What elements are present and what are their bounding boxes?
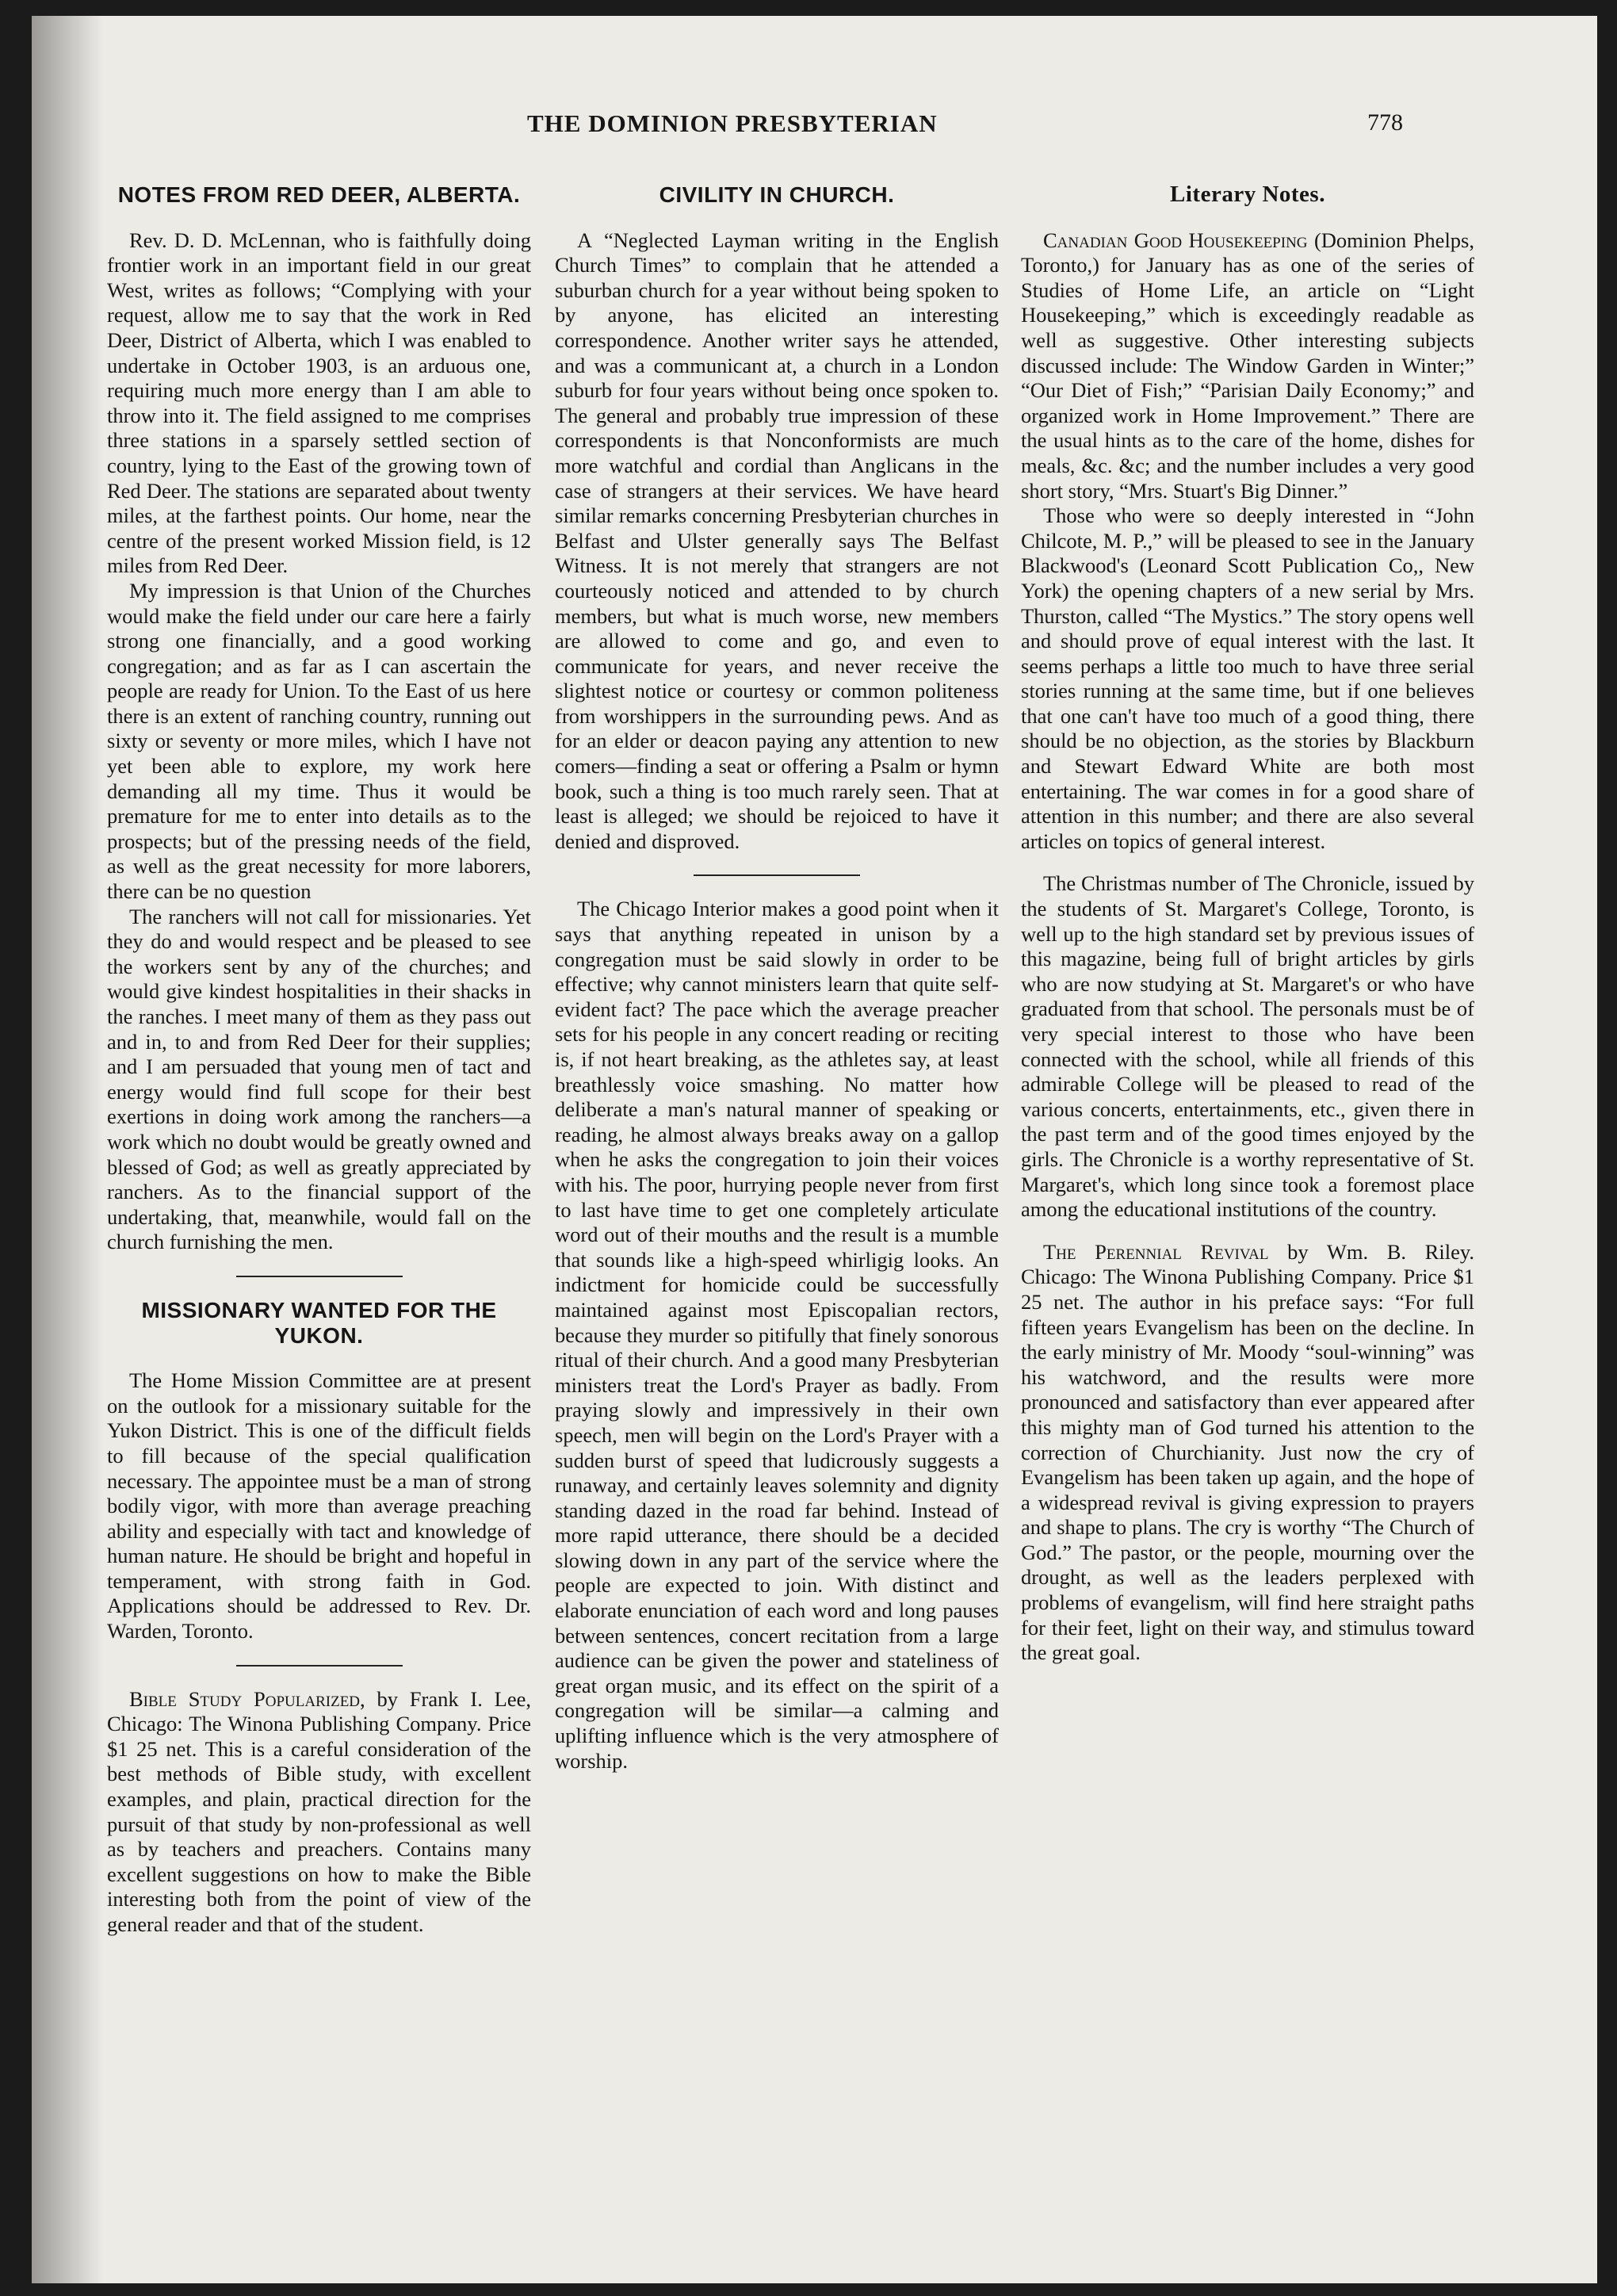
book-notice-text: by Frank I. Lee, Chicago: The Winona Publishing Company. Price $1 25 net. This is a careful consideration of the best methods of Bible study, with excellent examples, and plain, practical direction for the pursuit of that study by non-professional as well as by teachers and preachers. Contains many excellent suggestions on how to make the Bible interesting both from the point of view of the general reader and that of the student. xyxy=(107,1686,531,1936)
page-number: 778 xyxy=(1367,109,1403,136)
article-paragraph: Rev. D. D. McLennan, who is faithfully doing frontier work in an important field in our great West, writes as follows; “Complying with your request, allow me to say that the work in Red Deer, District of Alberta, which I was enabled to undertake in October 1903, is an arduous one, requiring much more energy than I am able to throw into it. The field assigned to me comprises three stations in a sparsely settled section of country, lying to the East of the growing town of Red Deer. The stations are separated about twenty miles, at the farthest points. Our home, near the centre of the present worked Mission field, is 12 miles from Red Deer. xyxy=(107,228,531,578)
book-notice xyxy=(107,1687,531,1938)
article-heading-yukon: MISSIONARY WANTED FOR THE YUKON. xyxy=(141,1297,497,1348)
article-paragraph: The Home Mission Committee are at present on the outlook for a missionary suitable for the Yukon District. This is one of the difficult fields to fill because of the special qualification necessary. The appointee must be a man of strong bodily vigor, with more than average preaching ability and especially with tact and knowledge of human nature. He should be bright and hopeful in temperament, with strong faith in God. Applications should be addressed to Rev. Dr. Warden, Toronto. xyxy=(107,1368,531,1644)
paragraph-gap xyxy=(1021,854,1474,871)
literary-note-text: (Dominion Phelps, Toronto,) for January has as one of the series of Studies of Home Life, an article on “Light Housekeeping,” which is exceedingly readable as well as suggestive. Other interesting subjects discussed include: The Window Garden in Winter;” “Our Diet of Fish;” “Parisian Daily Economy;” and organized work in Home Improvement.” There are the usual hints as to the care of the home, dishes for meals, &c. &c; and the number includes a very good short story, “Mrs. Stuart's Big Dinner.” xyxy=(1021,228,1474,503)
literary-note: The Christmas number of The Chronicle, issued by the students of St. Margaret's College, Toronto, is well up to the high standard set by previous issues of this magazine, being full of bright articles by girls who are now studying at St. Margaret's or who have graduated from that school. The personals must be of very special interest to those who have been connected with the school, while all friends of this admirable College will be pleased to read of the various concerts, entertainments, etc., given there in the past term and of the good times enjoyed by the girls. The Chronicle is a worthy representative of St. Margaret's, which long since took a foremost place among the educational institutions of the country. xyxy=(1021,871,1474,1222)
literary-note xyxy=(1021,228,1474,504)
section-divider xyxy=(694,874,860,876)
book-title: Bible Study Popularized, xyxy=(129,1686,365,1711)
column-middle xyxy=(555,182,999,1774)
article-paragraph: A “Neglected Layman writing in the English Church Times” to complain that he attended a suburban church for a year without being spoken to by anyone, has elicited an interesting correspondence. Another writer says he attended, and was a communicant at, a church in a London suburb for four years without being once spoken to. The general and probably true impression of these correspondents is that Nonconformists are much more watchful and cordial than Anglicans in the case of strangers at their services. We have heard similar remarks concerning Presbyterian churches in Belfast and Ulster generally says The Belfast Witness. It is not merely that strangers are not courteously noticed and attended to by church members, but what is much worse, new members are allowed to come and go, and even to communicate for years, and never receive the slightest notice or courtesy or common politeness from worshippers in the surrounding pews. And as for an elder or deacon paying any attention to new comers—finding a seat or offering a Psalm or hymn book, such a thing is too much rarely seen. That at least is alleged; we should be rejoiced to have it denied and disproved. xyxy=(555,228,999,853)
section-divider xyxy=(236,1276,403,1277)
article-heading-civility: CIVILITY IN CHURCH. xyxy=(659,182,895,207)
article-paragraph: The Chicago Interior makes a good point when it says that anything repeated in unison by a congregation must be said slowly in order to be effective; why cannot ministers learn that quite self-evident fact? The pace which the average preacher sets for his people in any concert reading or reciting is, if not heart breaking, as the athletes say, at least breathlessly voice smashing. No matter how deliberate a man's natural manner of speaking or reading, he almost always breaks away on a gallop when he asks the congregation to join their voices with his. The poor, hurrying people never from first to last have time to get one completely articulate word out of their mouths and the result is a mumble that sounds like a high-speed whirligig looks. An indictment for homicide could be successfully maintained against most Episcopalian rectors, because they murder so pitifully that finely sonorous ritual of their church. And a good many Presbyterian ministers treat the Lord's Prayer as badly. From praying slowly and impressively in their own speech, men will begin on the Lord's Prayer with a sudden burst of speed that ludicrously suggests a runaway, and certainly leaves solemnity and dignity standing dazed in the road far behind. Instead of more rapid utterance, there should be a decided slowing down in any part of the service where the people are expected to join. With distinct and elaborate enunciation of each word and long pauses between sentences, concert recitation from a large audience can be given the power and stateliness of great organ music, and its effect on the spirit of a congregation will be similar—a calming and uplifting influence which is the very atmosphere of worship. xyxy=(555,897,999,1773)
magazine-title: Canadian Good Housekeeping xyxy=(1043,228,1308,252)
article-paragraph: My impression is that Union of the Churches would make the field under our care here a fairly strong one financially, and a good working congregation; and as far as I can ascertain the people are ready for Union. To the East of us here there is an extent of ranching country, running out sixty or seventy or more miles, which I have not yet been able to explore, my work here demanding all my time. Thus it would be premature for me to enter into details as to the prospects; but of the pressing needs of the field, as well as the great necessity for more laborers, there can be no question xyxy=(107,578,531,904)
literary-note xyxy=(1021,1240,1474,1666)
newspaper-page xyxy=(32,16,1597,2283)
literary-note-text: by Wm. B. Riley. Chicago: The Winona Publishing Company. Price $1 25 net. The author in his preface says: “For full fifteen years Evangelism has been on the decline. In the early ministry of Mr. Moody “soul-winning” was his watchword, and the results were more pronounced and satisfactory than ever appeared after this mighty man of God turned his attention to the correction of Churchianity. Just now the cry of Evangelism has been taken up again, and the hope of a widespread revival is giving expression to prayers and shape to plans. The cry is worthy “The Church of God.” The pastor, or the people, mourning over the drought, as well as the leaders perplexed with problems of evangelism, will find here straight paths for their feet, light on their way, and stimulus toward the great goal. xyxy=(1021,1239,1474,1665)
article-paragraph: The ranchers will not call for missionaries. Yet they do and would respect and be pleased to see the workers sent by any of the churches; and would give kindest hospitalities in their shacks in the ranches. I meet many of them as they pass out and in, to and from Red Deer for their supplies; and I am persuaded that young men of tact and energy would find full scope for their best exertions in doing work among the ranchers—a work which no doubt would be greatly owned and blessed of God; as well as greatly appreciated by ranchers. As to the financial support of the undertaking, that, meanwhile, would fall on the church furnishing the men. xyxy=(107,904,531,1254)
section-divider xyxy=(236,1665,403,1667)
article-heading-literary-notes: Literary Notes. xyxy=(1170,182,1325,207)
column-left xyxy=(107,182,531,1938)
page-header xyxy=(32,109,1597,157)
article-heading-red-deer: NOTES FROM RED DEER, ALBERTA. xyxy=(117,182,521,207)
paragraph-gap xyxy=(1021,1223,1474,1240)
page-fold-shadow xyxy=(32,16,103,2283)
column-right xyxy=(1021,182,1474,1666)
publication-title: THE DOMINION PRESBYTERIAN xyxy=(527,109,938,137)
literary-note: Those who were so deeply interested in “John Chilcote, M. P.,” will be pleased to see in the January Blackwood's (Leonard Scott Publication Co,, New York) the opening chapters of a new serial by Mrs. Thurston, called “The Mystics.” The story opens well and should prove of equal interest with the last. It seems perhaps a little too much to have three serial stories running at the same time, but if one believes that one can't have too much of a good thing, there should be no objection, as the stories by Blackburn and Stewart Edward White are both most entertaining. The war comes in for a good share of attention in this number; and there are also several articles on topics of general interest. xyxy=(1021,503,1474,853)
book-title: The Perennial Revival xyxy=(1043,1239,1269,1264)
